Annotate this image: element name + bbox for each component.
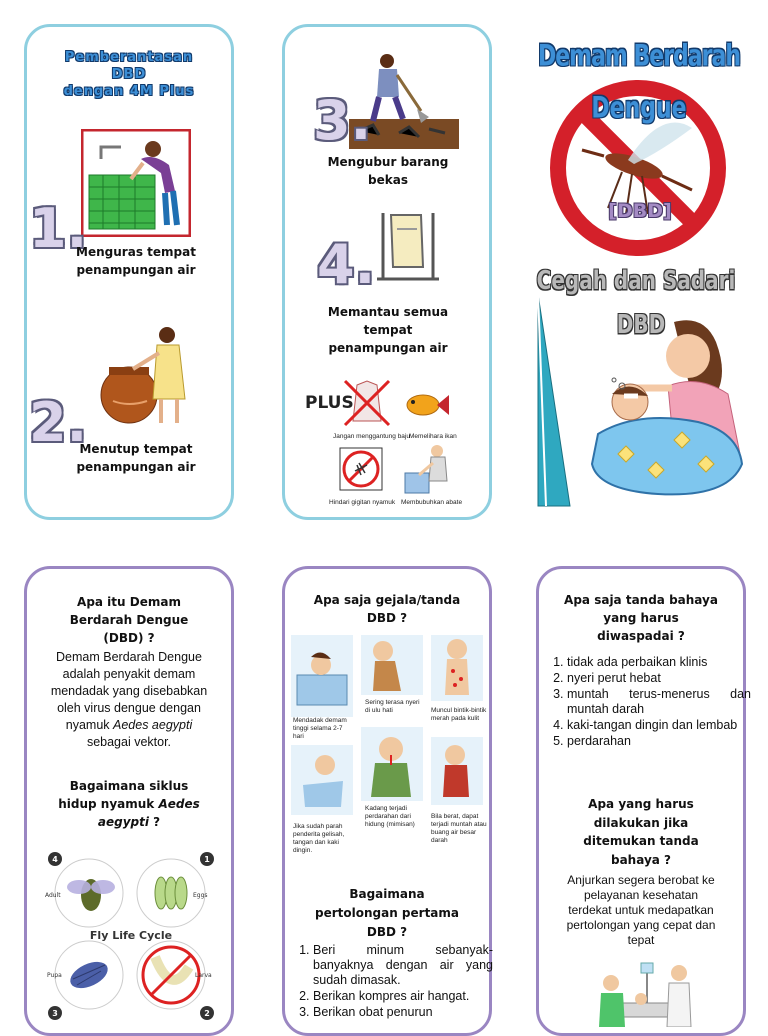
stage-number-3: 3 <box>52 1009 58 1018</box>
panel-4m-plus-part2 <box>282 24 492 520</box>
what-to-do-heading: Apa yang harus dilakukan jika ditemukan tanda bahaya ? <box>583 797 699 867</box>
cover-tagline-dbd: DBD <box>616 308 666 340</box>
dbd-badge: [DBD] <box>608 200 672 222</box>
stage-pupa-label: Pupa <box>47 972 62 979</box>
list-item: 1. tidak ada perbaikan klinis <box>567 655 751 670</box>
danger-signs-list <box>547 655 751 750</box>
danger-signs-heading: Apa saja tanda bahaya yang harus diwaspadai ? <box>564 593 718 643</box>
stomach-pain-illustration <box>361 635 423 695</box>
cycle-center-label: Fly Life Cycle <box>89 929 173 942</box>
monitoring-container-illustration <box>373 209 443 283</box>
what-is-dbd-heading: Apa itu Demam Berdarah Dengue (DBD) ? <box>69 595 189 645</box>
step2-caption: Menutup tempat penampungan air <box>76 442 196 474</box>
high-fever-illustration <box>291 635 353 717</box>
step1-caption: Menguras tempat penampungan air <box>76 245 196 277</box>
no-mosquito-bite-icon <box>339 447 383 491</box>
vomiting-illustration <box>431 737 483 805</box>
what-is-dbd-paragraph: Demam Berdarah Dengue adalah penyakit demam mendadak yang disebabkan oleh virus dengue dengan nyamuk Aedes aegypti sebagai vektor. <box>50 650 208 749</box>
panel-what-is-dbd <box>24 566 234 1036</box>
first-aid-list <box>293 943 493 1021</box>
covering-jar-illustration <box>97 323 207 427</box>
cover-title-line2: Dengue <box>591 91 687 126</box>
red-spots-illustration <box>431 635 483 701</box>
step4-caption: Memantau semua tempat penampungan air <box>327 305 449 355</box>
no-hanging-clothes-icon <box>341 377 393 429</box>
plus-caption-1: Jangan menggantung baju <box>333 433 410 440</box>
mother-caring-child-illustration <box>578 314 744 498</box>
stage-larva-label: Larva <box>195 972 212 979</box>
stage-number-1: 1 <box>204 855 210 864</box>
list-item: 2. nyeri perut hebat <box>567 671 751 686</box>
panel-4m-plus-part1 <box>24 24 234 520</box>
step-number-1: 1. <box>29 197 88 260</box>
fish-icon <box>403 387 451 423</box>
step-number-3: 3. <box>313 89 372 152</box>
cover-panel <box>526 24 746 524</box>
what-to-do-paragraph: Anjurkan segera berobat ke pelayanan kesehatan terdekat untuk medapatkan pertolongan yang cepat dan tepat <box>566 873 716 947</box>
stage-adult-label: Adult <box>45 892 61 899</box>
fly-life-cycle-diagram <box>41 847 221 1025</box>
teal-ribbon-decoration <box>534 294 574 516</box>
list-item: 3. muntah terus-menerus dan muntah darah <box>567 687 751 717</box>
symptom-2-caption: Sering terasa nyeri di ulu hati <box>365 699 420 714</box>
stage-eggs-label: Eggs <box>193 892 208 899</box>
stage-number-2: 2 <box>204 1009 210 1018</box>
restless-illustration <box>291 745 353 815</box>
step-number-4: 4. <box>317 233 376 296</box>
symptom-3-caption: Muncul bintik-bintik merah pada kulit <box>431 707 487 722</box>
step3-caption: Mengubur barang bekas <box>327 155 449 187</box>
panel1-title: Pemberantasan DBD dengan 4M Plus <box>63 50 195 99</box>
draining-tank-illustration <box>81 129 191 237</box>
panel-danger-signs <box>536 566 751 1036</box>
symptom-1-caption: Mendadak demam tinggi selama 2-7 hari <box>293 717 347 740</box>
life-cycle-heading: Bagaimana siklus hidup nyamuk Aedes aegypti ? <box>58 779 200 829</box>
list-item: 1. Beri minum sebanyak-banyaknya dengan air yang sudah dimasak. <box>313 943 493 988</box>
cover-tagline: Cegah dan Sadari <box>536 264 736 296</box>
plus-caption-4: Membubuhkan abate <box>401 499 463 506</box>
nosebleed-illustration <box>361 727 423 801</box>
plus-caption-2: Memelihara ikan <box>409 433 457 440</box>
cover-title-line1: Demam Berdarah <box>537 39 741 74</box>
symptom-4-caption: Jika sudah parah penderita gelisah, tangan dan kaki dingin. <box>293 823 345 854</box>
list-item: 5. perdarahan <box>567 734 751 749</box>
first-aid-heading: Bagaimana pertolongan pertama DBD ? <box>314 887 460 939</box>
stage-number-4: 4 <box>52 855 58 864</box>
symptom-6-caption: Bila berat, dapat terjadi muntah atau buang air besar darah <box>431 813 487 844</box>
step-number-2: 2. <box>29 391 88 454</box>
plus-caption-3: Hindari gigitan nyamuk <box>329 499 396 506</box>
symptoms-heading: Apa saja gejala/tanda DBD ? <box>313 593 461 625</box>
applying-abate-illustration <box>403 443 453 495</box>
symptom-5-caption: Kadang terjadi perdarahan dari hidung (mimisan) <box>365 805 415 828</box>
list-item: 4. kaki-tangan dingin dan lembab <box>567 718 751 733</box>
panel-symptoms <box>282 566 492 1036</box>
plus-label: PLUS <box>305 393 354 413</box>
list-item: 2. Berikan kompres air hangat. <box>313 989 493 1004</box>
medical-team-illustration <box>595 959 695 1027</box>
list-item: 3. Berikan obat penurun <box>313 1005 493 1020</box>
